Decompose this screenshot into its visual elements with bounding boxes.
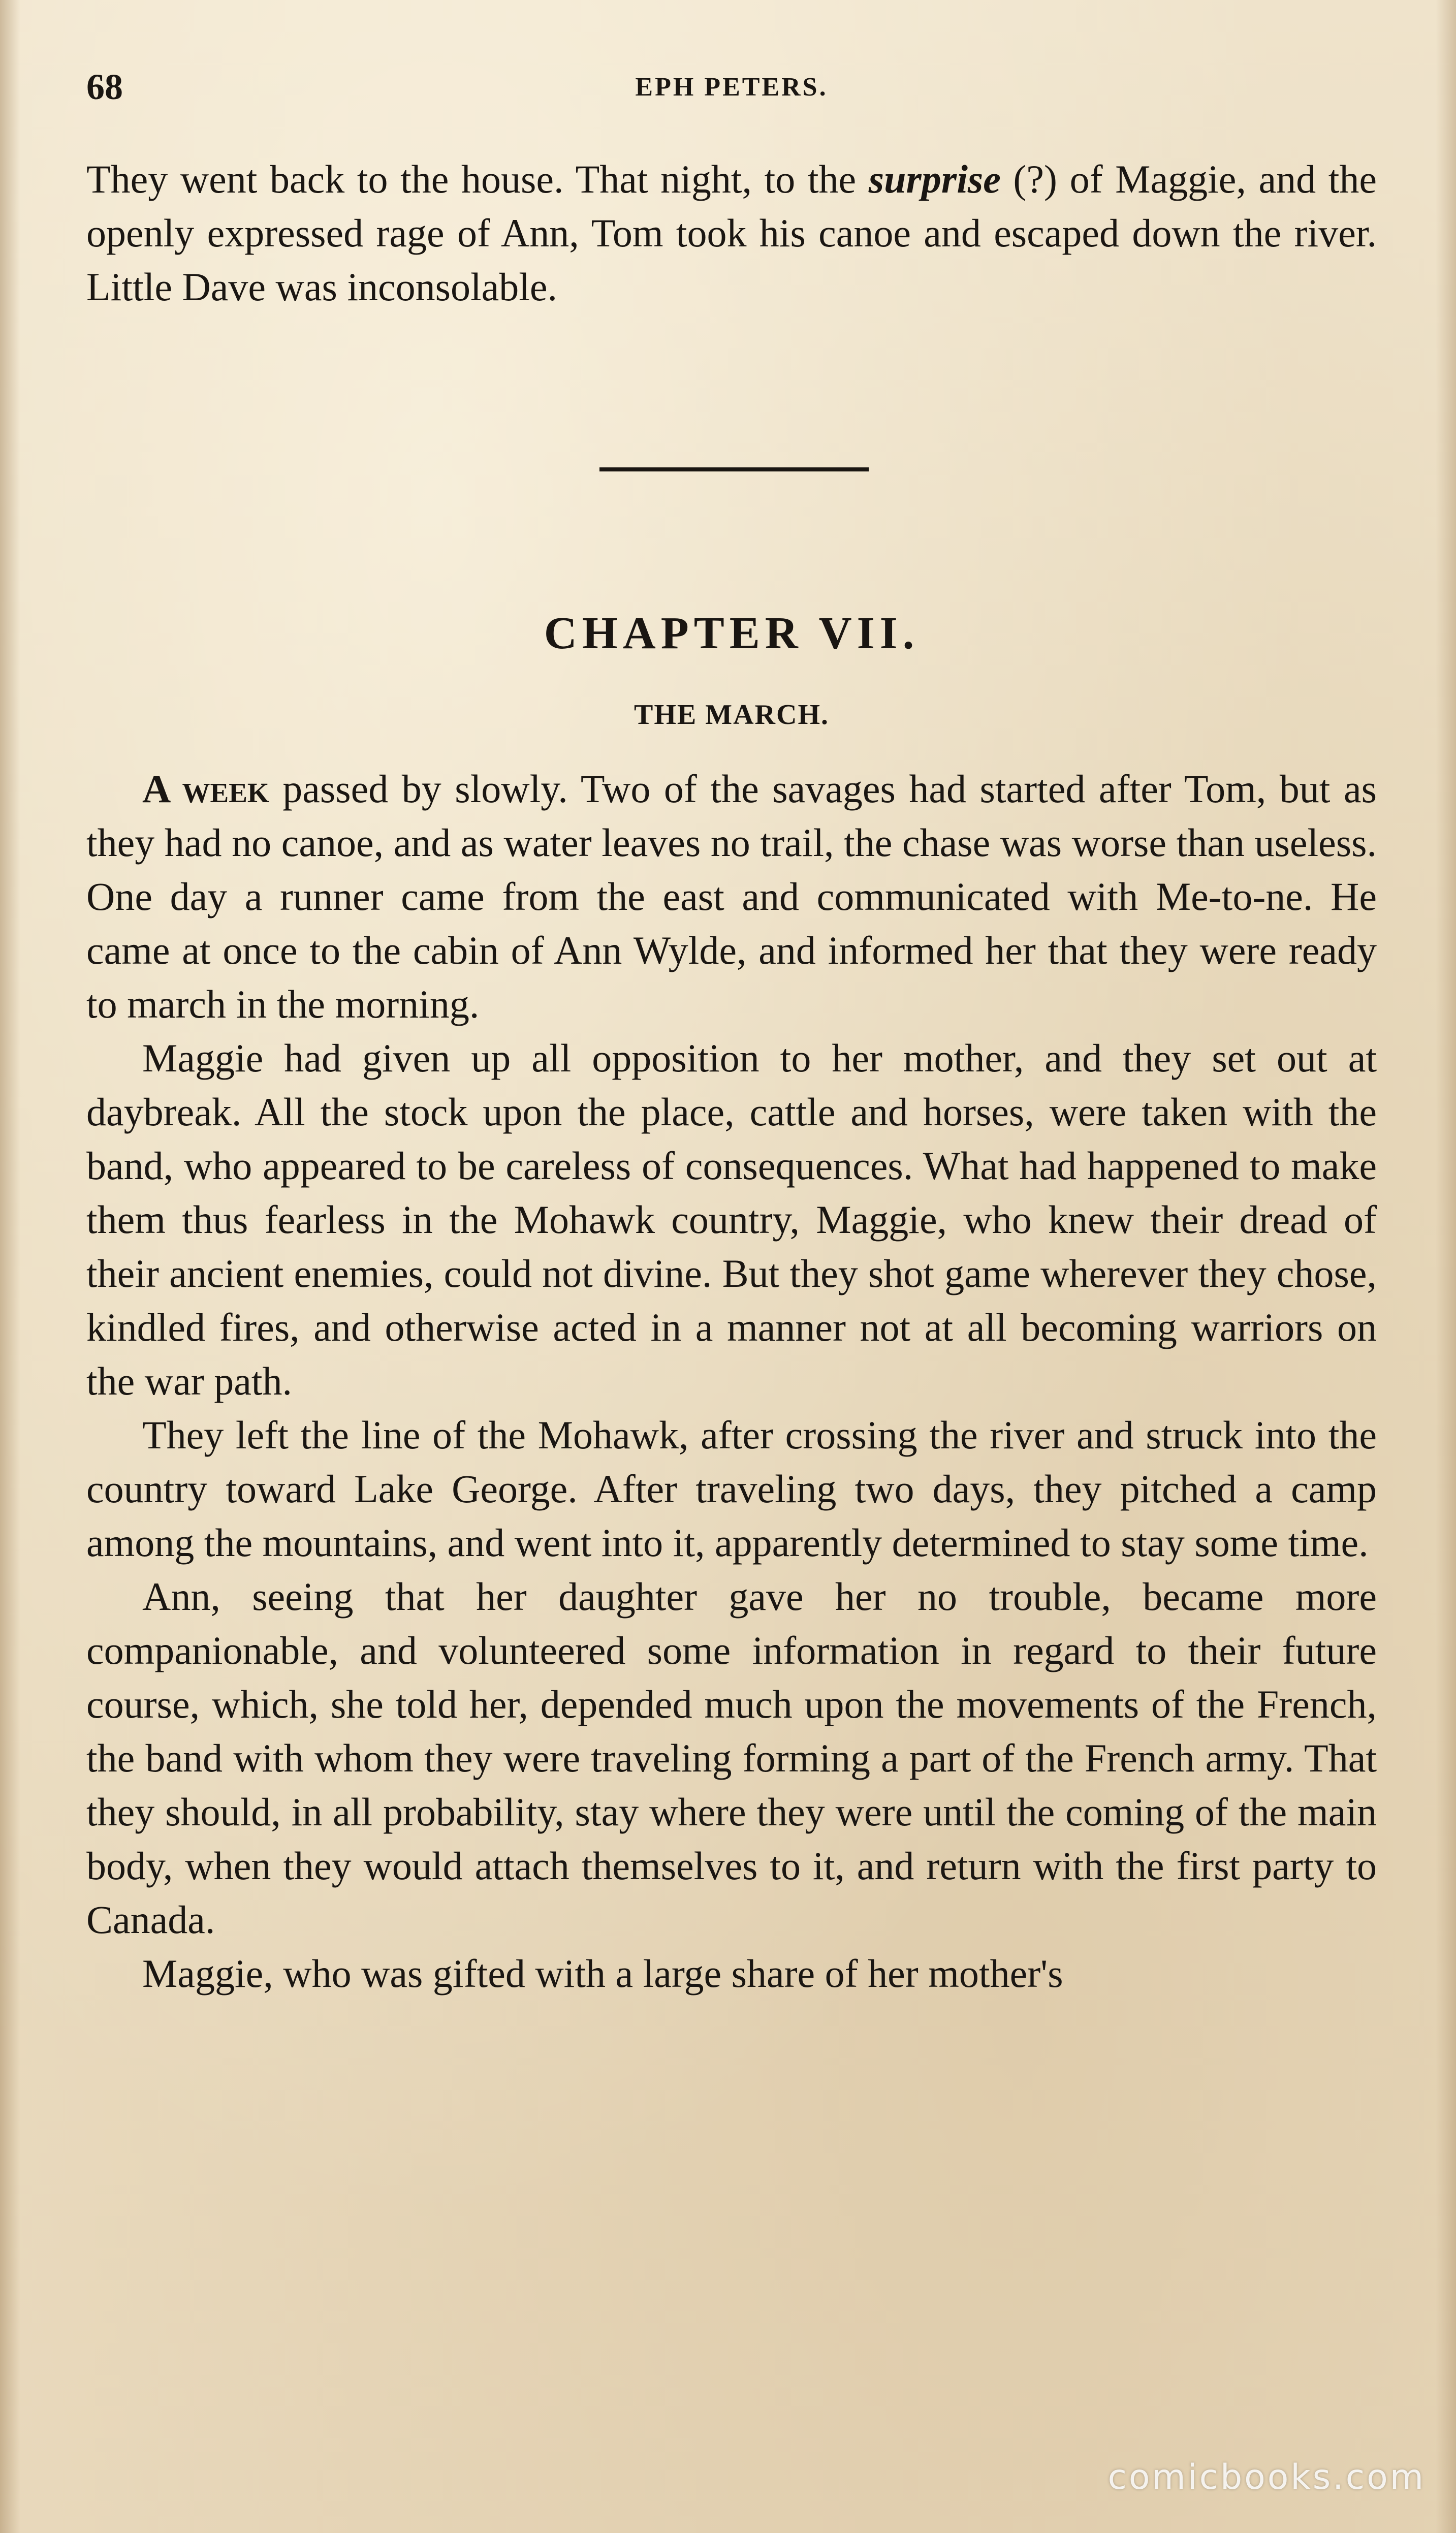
- chapter-body: [86, 762, 1377, 2001]
- section-divider: [599, 467, 869, 471]
- page-header: [86, 61, 1377, 117]
- chapter-subtitle: THE MARCH.: [634, 699, 829, 731]
- page-edge-shadow-left: [0, 0, 20, 2533]
- page-edge-shadow-right: [1436, 0, 1456, 2533]
- opening-words: A week: [142, 767, 269, 811]
- paragraph-text: passed by slowly. Two of the savages had started after Tom, but as they had no canoe, and as water leaves no trail, the chase was worse than useless. One day a runner came from the east and communicated with Me-to-ne. He came at once to the cabin of Ann Wylde, and informed her that they were ready to march in the morning.: [86, 767, 1377, 1026]
- watermark: comicbooks.com: [1107, 2457, 1426, 2497]
- chapter-paragraph: Ann, seeing that her daughter gave her no trouble, became more companionable, and volunteered some information in regard to their future course, which, she told her, depended much upon the movements of the French, the band with whom they were traveling forming a part of the French army. That they should, in all probability, stay where they were until the coming of the main body, when they would attach themselves to it, and return with the first party to Canada.: [86, 1574, 1377, 1942]
- chapter-paragraph: [86, 762, 1377, 1031]
- chapter-title: CHAPTER VII.: [544, 608, 920, 658]
- page-number: 68: [86, 67, 123, 107]
- paragraph-text: They went back to the house. That night, to the: [86, 157, 869, 201]
- chapter-paragraph: Maggie, who was gifted with a large share of her mother's: [142, 1951, 1063, 1996]
- chapter-paragraph: They left the line of the Mohawk, after crossing the river and struck into the country toward Lake George. After traveling two days, they pitched a camp among the mountains, and went into it, apparently determined to stay some time.: [86, 1413, 1377, 1565]
- running-head: EPH PETERS.: [635, 73, 828, 102]
- italic-word: surprise: [868, 157, 1001, 201]
- paragraph-text: (?) of Maggie, and the openly expressed rage of Ann, Tom took his canoe and escaped down the river. Little Dave was inconsolable.: [86, 157, 1377, 309]
- chapter-paragraph: Maggie had given up all opposition to her mother, and they set out at daybreak. All the stock upon the place, cattle and horses, were taken with the band, who appeared to be careless of consequences. What had happened to make them thus fearless in the Mohawk country, Maggie, who knew their dread of their ancient enemies, could not divine. But they shot game wherever they chose, kindled fires, and otherwise acted in a manner not at all becoming warriors on the war path.: [86, 1036, 1377, 1403]
- previous-chapter-paragraph: [86, 152, 1377, 314]
